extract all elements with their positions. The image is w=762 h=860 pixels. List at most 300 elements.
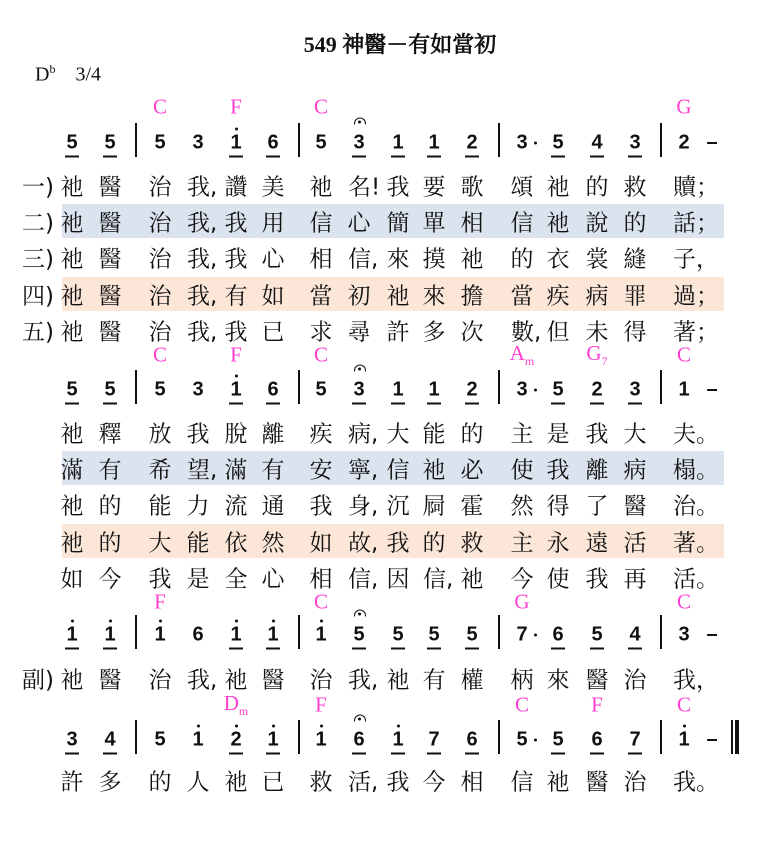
- lyric-syllable: 求: [309, 319, 333, 346]
- lyric-syllable: 我: [186, 421, 210, 448]
- barline: [298, 720, 300, 754]
- lyric-syllable: 醫: [98, 174, 122, 201]
- lyric-syllable: 今: [422, 769, 446, 796]
- lyric-syllable: 我,: [187, 667, 218, 694]
- note-digit: 5: [315, 378, 327, 401]
- eighth-underline: [465, 156, 479, 158]
- lyric-syllable: 滿: [224, 457, 248, 484]
- lyric-syllable: 是: [186, 566, 210, 593]
- lyric-syllable: 流: [224, 493, 248, 520]
- note: [226, 379, 246, 402]
- lyric-syllable: 祂: [60, 319, 84, 346]
- chord-root: G: [676, 94, 692, 119]
- chord-root: D: [223, 690, 239, 715]
- lyric-syllable: 大: [148, 530, 172, 557]
- chord-symbol: [314, 95, 328, 120]
- barline: [498, 370, 500, 404]
- lyric-syllable: 許: [60, 769, 84, 796]
- lyric-syllable: 我,: [187, 283, 218, 310]
- note-digit: 5: [154, 131, 166, 154]
- note: [150, 379, 170, 402]
- note-digit: 1: [230, 131, 242, 154]
- eighth-underline: [391, 648, 405, 650]
- eighth-underline: [590, 648, 604, 650]
- note-digit: 3: [353, 131, 365, 154]
- lyric-syllable: 屙: [422, 493, 446, 520]
- barline: [135, 720, 137, 754]
- barline: [135, 370, 137, 404]
- eighth-underline: [628, 753, 642, 755]
- lyric-syllable: 脫: [224, 421, 248, 448]
- note: [188, 729, 208, 752]
- lyric-syllable: 著；: [673, 319, 719, 346]
- lyric-syllable: 夫。: [673, 421, 719, 448]
- octave-dot-icon: [159, 620, 162, 623]
- note-digit: 1: [267, 623, 279, 646]
- lyric-syllable: 贖；: [673, 174, 719, 201]
- lyric-syllable: 榻。: [673, 457, 719, 484]
- fermata-icon: [354, 610, 366, 617]
- note: [100, 132, 120, 155]
- lyric-syllable: 名!: [348, 174, 381, 201]
- lyric-syllable: 的: [148, 769, 172, 796]
- lyric-syllable: 祂: [422, 457, 446, 484]
- lyric-syllable: 主: [510, 421, 534, 448]
- note: [548, 624, 568, 647]
- note: [150, 132, 170, 155]
- lyric-syllable: 醫: [98, 246, 122, 273]
- lyric-syllable: 醫: [98, 210, 122, 237]
- lyric-syllable: 祂: [460, 566, 484, 593]
- chord-symbol: [154, 590, 166, 615]
- eighth-underline: [266, 403, 280, 405]
- chord-symbol: [676, 95, 691, 120]
- note-digit: 1: [230, 378, 242, 401]
- lyric-syllable: 醫: [261, 667, 285, 694]
- lyric-syllable: 我,: [187, 174, 218, 201]
- note-digit: 5: [353, 623, 365, 646]
- note: [188, 132, 208, 155]
- note: [462, 379, 482, 402]
- note-digit: –: [706, 378, 718, 401]
- chord-symbol: [514, 590, 529, 615]
- note-digit: 5: [516, 728, 528, 751]
- lyric-syllable: 希: [148, 457, 172, 484]
- note-digit: 6: [192, 623, 204, 646]
- lyric-syllable: 心: [261, 566, 285, 593]
- lyric-syllable: 能: [148, 493, 172, 520]
- eighth-underline: [266, 753, 280, 755]
- lyric-syllable: 通: [261, 493, 285, 520]
- lyric-syllable: 治: [148, 319, 172, 346]
- lyric-syllable: 信: [510, 210, 534, 237]
- note-digit: 3: [66, 728, 78, 751]
- note: [674, 379, 694, 402]
- note-digit: 5: [104, 131, 116, 154]
- barline: [660, 370, 662, 404]
- lyric-syllable: 相: [309, 566, 333, 593]
- chord-root: C: [313, 589, 329, 614]
- lyric-syllable: 相: [460, 210, 484, 237]
- eighth-underline: [229, 403, 243, 405]
- eighth-underline: [465, 753, 479, 755]
- lyric-syllable: 醫: [98, 667, 122, 694]
- note-digit: 1: [428, 378, 440, 401]
- lyric-syllable: 我,: [187, 210, 218, 237]
- lyric-syllable: 放: [148, 421, 172, 448]
- lyric-syllable: 過；: [673, 283, 719, 310]
- note-digit: 7: [516, 623, 528, 646]
- note-digit: –: [706, 728, 718, 751]
- note: [388, 729, 408, 752]
- eighth-underline: [590, 753, 604, 755]
- note-digit: 3: [353, 378, 365, 401]
- note: [674, 729, 694, 752]
- eighth-underline: [103, 403, 117, 405]
- lyric-syllable: 許: [386, 319, 410, 346]
- chord-symbol: [315, 693, 327, 718]
- lyric-syllable: 柄: [510, 667, 534, 694]
- lyric-syllable: 寧,: [348, 457, 379, 484]
- note: [424, 624, 444, 647]
- hold-dash: [702, 379, 722, 402]
- lyric-syllable: 信: [386, 457, 410, 484]
- lyric-syllable: 擔: [460, 283, 484, 310]
- lyric-syllable: 來: [422, 283, 446, 310]
- note: [587, 729, 607, 752]
- lyric-syllable: 活,: [348, 769, 379, 796]
- lyric-syllable: 說: [585, 210, 609, 237]
- lyric-syllable: 治: [148, 283, 172, 310]
- barline: [298, 615, 300, 649]
- note: [512, 729, 532, 752]
- lyric-syllable: 醫: [98, 319, 122, 346]
- eighth-underline: [628, 403, 642, 405]
- hymn-title: 549 神醫－有如當初: [303, 32, 497, 57]
- lyric-syllable: 醫: [585, 667, 609, 694]
- note: [462, 729, 482, 752]
- lyric-syllable: 我: [148, 566, 172, 593]
- lyric-syllable: 祂: [224, 667, 248, 694]
- note: [388, 624, 408, 647]
- chord-root: C: [514, 692, 530, 717]
- chord-root: C: [676, 692, 692, 717]
- eighth-underline: [465, 648, 479, 650]
- augmentation-dot-icon: [534, 142, 537, 145]
- lyric-syllable: 祂: [309, 174, 333, 201]
- eighth-underline: [229, 753, 243, 755]
- eighth-underline: [103, 648, 117, 650]
- note-digit: 1: [392, 131, 404, 154]
- octave-dot-icon: [320, 620, 323, 623]
- note-digit: 3: [629, 378, 641, 401]
- lyric-syllable: 治: [148, 210, 172, 237]
- eighth-underline: [628, 156, 642, 158]
- note: [587, 132, 607, 155]
- eighth-underline: [590, 156, 604, 158]
- verse-label: 一): [22, 174, 54, 201]
- note: [263, 132, 283, 155]
- lyric-syllable: 裳: [585, 246, 609, 273]
- note: [62, 729, 82, 752]
- lyric-syllable: 心: [261, 246, 285, 273]
- note: [263, 729, 283, 752]
- note-digit: 4: [591, 131, 603, 154]
- note-digit: 2: [466, 378, 478, 401]
- hold-dash: [702, 132, 722, 155]
- note-digit: 1: [104, 623, 116, 646]
- chord-root: C: [313, 342, 329, 367]
- lyric-syllable: 我,: [348, 667, 379, 694]
- note: [226, 624, 246, 647]
- lyric-syllable: 是: [546, 421, 570, 448]
- lyric-syllable: 次: [460, 319, 484, 346]
- hold-dash: [702, 624, 722, 647]
- chord-root: G: [514, 589, 530, 614]
- octave-dot-icon: [235, 375, 238, 378]
- lyric-syllable: 讚: [224, 174, 248, 201]
- lyric-syllable: 祂: [60, 210, 84, 237]
- lyric-syllable: 治: [148, 246, 172, 273]
- chord-root: F: [315, 692, 327, 717]
- eighth-underline: [266, 648, 280, 650]
- chord-symbol: [230, 95, 242, 120]
- note: [625, 624, 645, 647]
- verse-label: 五): [22, 319, 54, 346]
- lyric-syllable: 治: [148, 667, 172, 694]
- lyric-syllable: 大: [623, 421, 647, 448]
- note: [150, 624, 170, 647]
- note-digit: 2: [591, 378, 603, 401]
- note: [512, 379, 532, 402]
- note-digit: 1: [192, 728, 204, 751]
- lyric-syllable: 我: [386, 530, 410, 557]
- note-digit: 6: [591, 728, 603, 751]
- chord-root: F: [230, 94, 242, 119]
- lyric-syllable: 話；: [673, 210, 719, 237]
- note: [188, 379, 208, 402]
- lyric-syllable: 遠: [585, 530, 609, 557]
- lyric-syllable: 祂: [546, 174, 570, 201]
- key-signature: [35, 62, 101, 87]
- note-digit: 1: [154, 623, 166, 646]
- lyric-syllable: 簡: [386, 210, 410, 237]
- note-digit: 5: [591, 623, 603, 646]
- note: [625, 379, 645, 402]
- lyric-syllable: 治: [623, 667, 647, 694]
- chord-root: C: [313, 94, 329, 119]
- barline: [498, 123, 500, 157]
- lyric-syllable: 人: [186, 769, 210, 796]
- lyric-syllable: 身,: [348, 493, 379, 520]
- eighth-underline: [229, 648, 243, 650]
- lyric-syllable: 信,: [348, 566, 379, 593]
- lyric-syllable: 治: [623, 769, 647, 796]
- lyric-syllable: 使: [546, 566, 570, 593]
- chord-root: G: [586, 340, 602, 365]
- lyric-syllable: 有: [422, 667, 446, 694]
- lyric-syllable: 來: [386, 246, 410, 273]
- lyric-syllable: 當: [309, 283, 333, 310]
- note-digit: 4: [629, 623, 641, 646]
- note: [548, 132, 568, 155]
- note-digit: 1: [66, 623, 78, 646]
- lyric-syllable: 的: [422, 530, 446, 557]
- note-digit: 7: [428, 728, 440, 751]
- lyric-syllable: 主: [510, 530, 534, 557]
- fermata-icon: [354, 365, 366, 372]
- note-digit: 6: [267, 131, 279, 154]
- note-digit: 6: [552, 623, 564, 646]
- lyric-syllable: 祂: [386, 667, 410, 694]
- eighth-underline: [427, 403, 441, 405]
- octave-dot-icon: [683, 725, 686, 728]
- lyric-syllable: 罪: [623, 283, 647, 310]
- note: [388, 132, 408, 155]
- note-digit: 3: [516, 378, 528, 401]
- note: [311, 624, 331, 647]
- note: [424, 132, 444, 155]
- eighth-underline: [590, 403, 604, 405]
- note-digit: 7: [629, 728, 641, 751]
- eighth-underline: [628, 648, 642, 650]
- note-digit: 5: [66, 378, 78, 401]
- lyric-syllable: 祂: [546, 210, 570, 237]
- note-digit: 5: [466, 623, 478, 646]
- eighth-underline: [352, 753, 366, 755]
- note-digit: 3: [629, 131, 641, 154]
- eighth-underline: [427, 648, 441, 650]
- note-digit: 5: [315, 131, 327, 154]
- eighth-underline: [551, 403, 565, 405]
- key-note: D: [35, 63, 50, 86]
- eighth-underline: [65, 753, 79, 755]
- note-digit: 1: [678, 728, 690, 751]
- note: [674, 132, 694, 155]
- barline: [498, 615, 500, 649]
- eighth-underline: [103, 753, 117, 755]
- lyric-syllable: 永: [546, 530, 570, 557]
- note: [349, 379, 369, 402]
- note-digit: 2: [466, 131, 478, 154]
- lyric-syllable: 必: [460, 457, 484, 484]
- lyric-syllable: 我: [224, 319, 248, 346]
- chord-symbol: [153, 95, 167, 120]
- lyric-syllable: 信: [309, 210, 333, 237]
- lyric-syllable: 祂: [60, 667, 84, 694]
- chord-symbol: [153, 343, 167, 368]
- lyric-syllable: 來: [546, 667, 570, 694]
- chord-symbol: [515, 693, 529, 718]
- lyric-syllable: 我: [585, 421, 609, 448]
- note: [311, 729, 331, 752]
- lyric-syllable: 了: [585, 493, 609, 520]
- lyric-syllable: 大: [386, 421, 410, 448]
- lyric-syllable: 祂: [60, 174, 84, 201]
- eighth-underline: [391, 403, 405, 405]
- eighth-underline: [65, 156, 79, 158]
- lyric-syllable: 有: [224, 283, 248, 310]
- key-accidental: b: [49, 62, 56, 76]
- lyric-syllable: 釋: [98, 421, 122, 448]
- lyric-syllable: 摸: [422, 246, 446, 273]
- note: [150, 729, 170, 752]
- lyric-syllable: 然: [261, 530, 285, 557]
- barline: [660, 615, 662, 649]
- lyric-syllable: 尋: [347, 319, 371, 346]
- lyric-syllable: 離: [585, 457, 609, 484]
- lyric-syllable: 祂: [60, 246, 84, 273]
- note-digit: 1: [678, 378, 690, 401]
- lyric-syllable: 信: [510, 769, 534, 796]
- note: [512, 132, 532, 155]
- lyric-syllable: 祂: [60, 283, 84, 310]
- eighth-underline: [551, 753, 565, 755]
- lyric-syllable: 故,: [348, 530, 379, 557]
- eighth-underline: [352, 156, 366, 158]
- lyric-syllable: 要: [422, 174, 446, 201]
- lyric-syllable: 我,: [187, 246, 218, 273]
- note: [226, 729, 246, 752]
- note-digit: 2: [678, 131, 690, 154]
- lyric-syllable: 滿: [60, 457, 84, 484]
- note-digit: 3: [678, 623, 690, 646]
- octave-dot-icon: [272, 725, 275, 728]
- lyric-syllable: 的: [585, 174, 609, 201]
- eighth-underline: [352, 403, 366, 405]
- lyric-syllable: 如: [60, 566, 84, 593]
- octave-dot-icon: [197, 725, 200, 728]
- chord-root: F: [591, 692, 603, 717]
- octave-dot-icon: [272, 620, 275, 623]
- lyric-syllable: 醫: [585, 769, 609, 796]
- verse-label: 二): [22, 210, 54, 237]
- lyric-syllable: 然: [510, 493, 534, 520]
- note-digit: 5: [552, 728, 564, 751]
- lyric-syllable: 多: [98, 769, 122, 796]
- lyric-syllable: 安: [309, 457, 333, 484]
- note: [100, 624, 120, 647]
- lyric-syllable: 當: [510, 283, 534, 310]
- lyric-syllable: 已: [261, 319, 285, 346]
- lyric-syllable: 有: [98, 457, 122, 484]
- note: [462, 132, 482, 155]
- lyric-syllable: 著。: [673, 530, 719, 557]
- barline: [498, 720, 500, 754]
- chord-root: C: [676, 342, 692, 367]
- eighth-underline: [427, 753, 441, 755]
- lyric-syllable: 我。: [673, 769, 719, 796]
- lyric-syllable: 能: [186, 530, 210, 557]
- octave-dot-icon: [235, 725, 238, 728]
- note-digit: 5: [66, 131, 78, 154]
- eighth-underline: [427, 156, 441, 158]
- lyric-syllable: 離: [261, 421, 285, 448]
- note-digit: 4: [104, 728, 116, 751]
- lyric-syllable: 祂: [60, 530, 84, 557]
- note: [587, 624, 607, 647]
- note-digit: 1: [428, 131, 440, 154]
- lyric-syllable: 疾: [546, 283, 570, 310]
- lyric-syllable: 今: [510, 566, 534, 593]
- barline: [135, 615, 137, 649]
- augmentation-dot-icon: [534, 739, 537, 742]
- lyric-syllable: 醫: [98, 283, 122, 310]
- barline: [298, 123, 300, 157]
- lyric-syllable: 我: [546, 457, 570, 484]
- lyric-syllable: 使: [510, 457, 534, 484]
- lyric-syllable: 我: [224, 210, 248, 237]
